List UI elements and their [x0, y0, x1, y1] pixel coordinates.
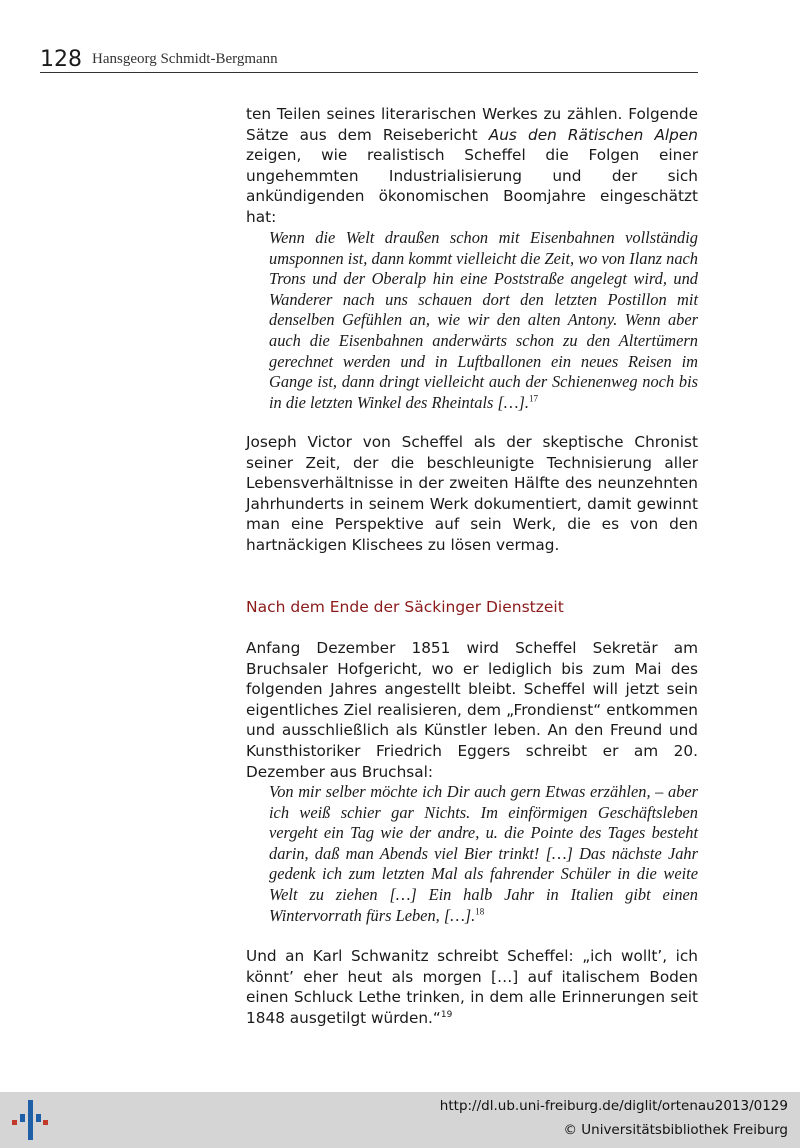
paragraph-2	[246, 432, 698, 556]
footnote-ref-19[interactable]: 19	[440, 1009, 453, 1020]
footnote-ref-18[interactable]: 18	[475, 906, 485, 917]
page-number: 128	[40, 47, 82, 72]
block-quote-1	[246, 228, 698, 413]
paragraph-3	[246, 638, 698, 782]
paragraph-1	[246, 104, 698, 228]
block-quote-2	[246, 782, 698, 926]
paragraph-1-text-a: ten Teilen seines literarischen Werkes zu zählen. Folgende Sätze aus dem Reisebericht	[246, 105, 698, 144]
work-title: Aus den Rätischen Alpen	[488, 125, 698, 144]
running-head: Hansgeorg Schmidt-Bergmann	[92, 51, 278, 67]
footnote-ref-17[interactable]: 17	[528, 393, 538, 404]
paragraph-2-text: Joseph Victor von Scheffel als der skeptische Chronist seiner Zeit, der die beschleunigte Technisierung aller Lebensverhältnisse in der zweiten Hälfte des neunzehnten Jahrhunderts in seinem Werk dokumentiert, damit gewinnt man eine Perspektive auf sein Werk, die es von den hartnäckigen Klischees zu lösen vermag.	[246, 433, 698, 554]
quote-1-text: Wenn die Welt draußen schon mit Eisenbahnen vollständig umsponnen ist, dann kommt vielleicht die Zeit, wo von Ilanz nach Trons und der Oberalp hin eine Poststraße angelegt wird, und Wanderer nach uns schauen dort den letzten Postillon mit denselben Gefühlen an, wie wir den alten Antony. Wenn aber auch die Eisenbahnen anderwärts schon zu den Altertümern gerechnet werden und in Luftballonen ein neues Reisen im Gange ist, dann dringt vielleicht auch der Schienenweg noch bis in die letzten Winkel des Rheintals […].	[269, 228, 698, 412]
paragraph-4	[246, 946, 698, 1028]
paragraph-1-text-b: zeigen, wie realistisch Scheffel die Folgen einer ungehemmten Industrialisierung und der sich ankündigenden ökonomischen Boomjahre eingeschätzt hat:	[246, 146, 698, 226]
ub-freiburg-logo-icon[interactable]	[10, 1100, 50, 1140]
copyright-text: © Universitätsbibliothek Freiburg	[563, 1122, 788, 1138]
paragraph-4-text: Und an Karl Schwanitz schreibt Scheffel: „ich wollt’, ich könnt’ eher heut als morgen […] auf italischem Boden einen Schluck Lethe trinken, in dem alle Erinnerungen seit 1848 ausgetilgt würden.“	[246, 947, 698, 1027]
section-heading	[246, 598, 698, 616]
source-url-link[interactable]: http://dl.ub.uni-freiburg.de/diglit/ortenau2013/0129	[439, 1098, 788, 1114]
page-header	[40, 48, 698, 73]
section-heading-text: Nach dem Ende der Säckinger Dienstzeit	[246, 598, 564, 616]
footer-bar	[0, 1092, 800, 1148]
paragraph-3-text: Anfang Dezember 1851 wird Scheffel Sekretär am Bruchsaler Hofgericht, wo er lediglich bis zum Mai des folgenden Jahres angestellt bleibt. Scheffel will jetzt sein eigentliches Ziel realisieren, dem „Frondienst“ entkommen und ausschließlich als Künstler leben. An den Freund und Kunsthistoriker Friedrich Eggers schreibt er am 20. Dezember aus Bruchsal:	[246, 639, 698, 781]
quote-2-text: Von mir selber möchte ich Dir auch gern Etwas erzählen, – aber ich weiß schier gar Nichts. Im einförmigen Geschäftsleben vergeht ein Tag wie der andre, u. die Pointe des Tages besteht darin, daß man Abends viel Bier trinkt! […] Das nächste Jahr gedenk ich zum letzten Mal als fahrender Schüler in die weite Welt zu ziehen […] Ein halb Jahr in Italien gibt einen Wintervorrath fürs Leben, […].	[269, 782, 698, 925]
